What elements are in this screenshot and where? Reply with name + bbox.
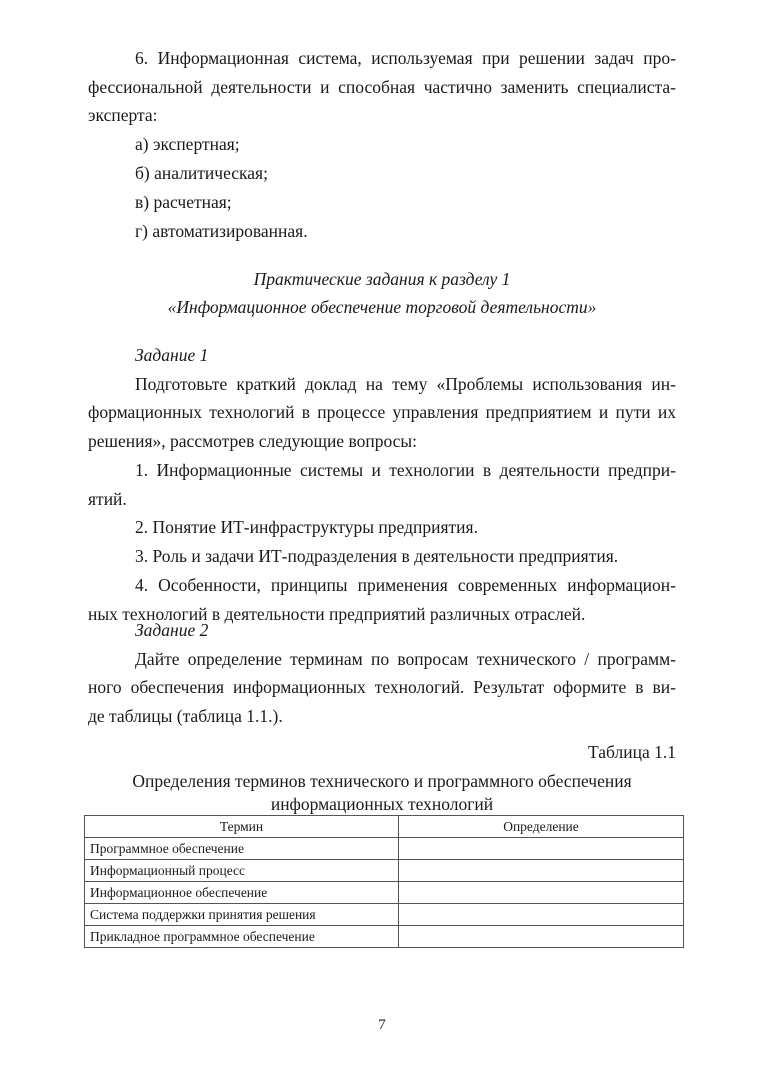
section-title: Практические задания к разделу 1 (253, 269, 511, 289)
section-title: «Информационное обеспечение торговой деятельности» (167, 297, 597, 317)
task-2-line: ного обеспечения информационных технологий. Результат оформите в ви- (88, 677, 676, 697)
task-1-heading: Задание 1 (135, 345, 209, 365)
answer-option: б) аналитическая; (135, 163, 268, 183)
column-header-term: Термин (85, 816, 399, 838)
term-cell: Прикладное программное обеспечение (85, 926, 399, 948)
task-1-line: 4. Особенности, принципы применения современных информацион- (135, 575, 676, 595)
definition-cell (399, 838, 684, 860)
term-cell: Информационный процесс (85, 860, 399, 882)
term-cell: Информационное обеспечение (85, 882, 399, 904)
answer-option: в) расчетная; (135, 192, 232, 212)
table-row (85, 926, 684, 948)
task-1-line: ных технологий в деятельности предприятий различных отраслей. (88, 604, 586, 624)
table-row (85, 904, 684, 926)
question-6-line: фессиональной деятельности и способная частично заменить специалиста- (88, 77, 676, 97)
question-6-line: 6. Информационная система, используемая при решении задач про- (135, 48, 676, 68)
page-number: 7 (378, 1017, 386, 1033)
task-2-line: Дайте определение терминам по вопросам технического / программ- (135, 649, 676, 669)
task-2-heading: Задание 2 (135, 620, 209, 640)
table-row (85, 860, 684, 882)
task-1-line: 3. Роль и задачи ИТ-подразделения в деятельности предприятия. (135, 546, 619, 566)
definition-cell (399, 882, 684, 904)
table-row (85, 838, 684, 860)
term-cell: Система поддержки принятия решения (85, 904, 399, 926)
answer-option: а) экспертная; (135, 134, 240, 154)
term-cell: Программное обеспечение (85, 838, 399, 860)
table-label: Таблица 1.1 (588, 742, 676, 762)
answer-option: г) автоматизированная. (135, 221, 308, 241)
task-1-line: 2. Понятие ИТ-инфраструктуры предприятия. (135, 517, 478, 537)
table-caption: информационных технологий (270, 794, 494, 814)
table-caption: Определения терминов технического и программного обеспечения (132, 771, 632, 791)
task-1-line: формационных технологий в процессе управления предприятием и пути их (88, 402, 676, 422)
definition-cell (399, 904, 684, 926)
task-1-line: решения», рассмотрев следующие вопросы: (88, 431, 418, 451)
terms-table (84, 815, 684, 948)
definition-cell (399, 926, 684, 948)
table-row (85, 882, 684, 904)
task-2-line: де таблицы (таблица 1.1.). (88, 706, 283, 726)
task-1-line: ятий. (88, 489, 127, 509)
column-header-definition: Определение (399, 816, 684, 838)
question-6-line: эксперта: (88, 105, 158, 125)
definition-cell (399, 860, 684, 882)
task-1-line: Подготовьте краткий доклад на тему «Проблемы использования ин- (135, 374, 676, 394)
table-header-row (85, 816, 684, 838)
task-1-line: 1. Информационные системы и технологии в деятельности предпри- (135, 460, 676, 480)
